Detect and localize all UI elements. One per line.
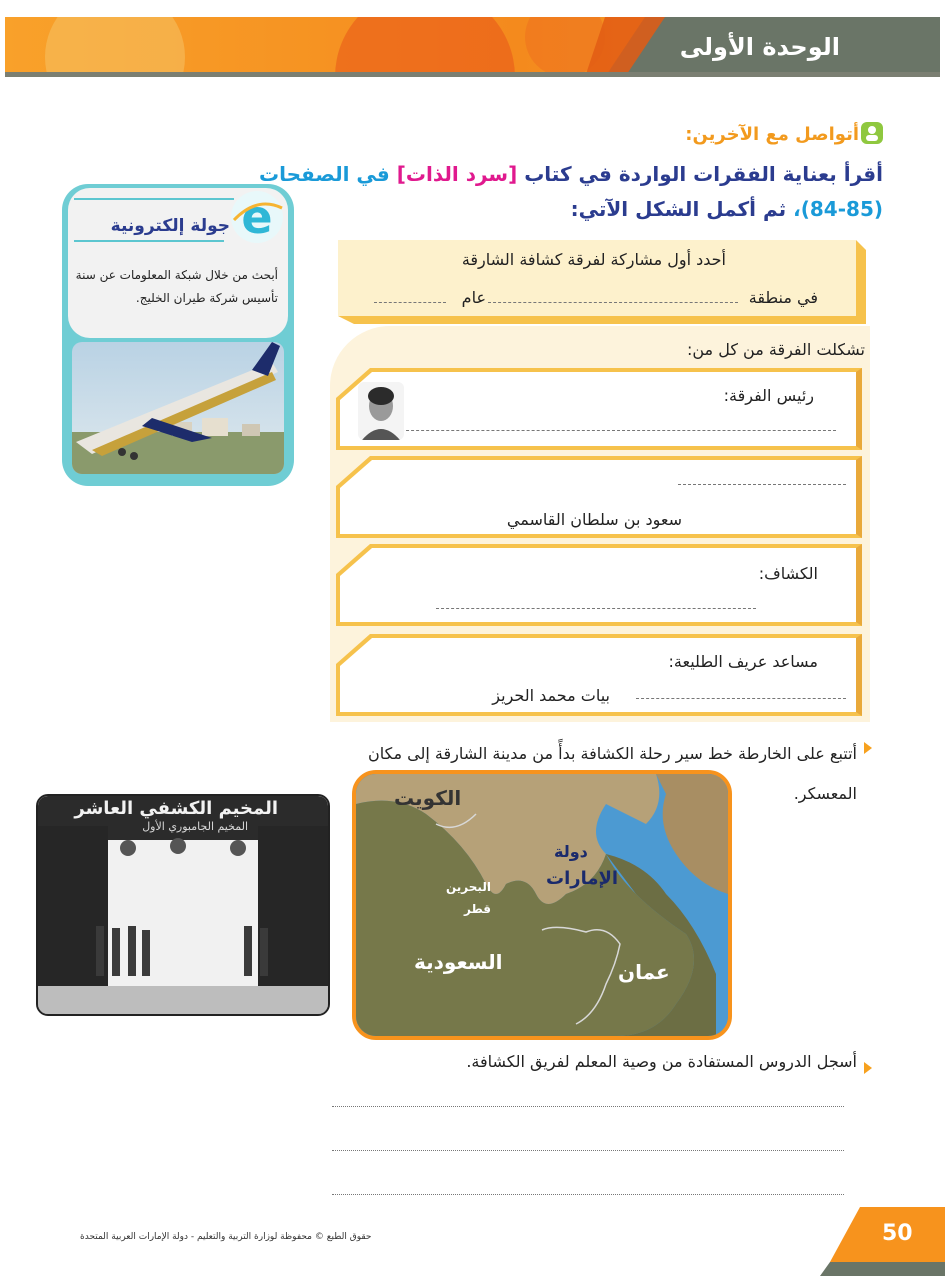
map-label-bahrain: البحرين	[446, 880, 491, 894]
participation-line1: أحدد أول مشاركة لفرقة كشافة الشارقة	[461, 250, 726, 269]
map-label-saudi: السعودية	[414, 950, 503, 974]
leader-portrait	[358, 382, 404, 440]
bullet-arrow-icon	[864, 1062, 872, 1074]
instruction-book-title: [سرد الذات]	[396, 162, 518, 186]
e-tour-text: أبحث من خلال شبكة المعلومات عن سنة تأسيس شركة طيران الخليج.	[75, 268, 278, 305]
map-task-text: أتتبع على الخارطة خط سير رحلة الكشافة بدأً من مدينة الشارقة إلى مكان المعسكر.	[368, 744, 857, 803]
header-banner	[5, 17, 940, 77]
gulf-map	[352, 770, 732, 1040]
lessons-task-text: أسجل الدروس المستفادة من وصية المعلم لفريق الكشافة.	[466, 1052, 857, 1071]
map-label-qatar: قطر	[464, 902, 492, 916]
year-label: عام	[461, 288, 486, 307]
camp-banner-line1: المخيم الكشفي العاشر	[74, 798, 278, 819]
instruction-pages: (84-85)،	[793, 197, 883, 221]
airplane-photo	[72, 342, 284, 474]
map-label-uae-2: الإمارات	[546, 868, 619, 889]
map-label-oman: عمان	[618, 960, 670, 984]
participation-box	[338, 240, 866, 324]
assistant-name: بيات محمد الحريز	[492, 686, 610, 705]
assistant-card	[336, 634, 862, 716]
scout-blank[interactable]	[436, 608, 756, 609]
assistant-blank[interactable]	[636, 698, 846, 699]
svg-text:e: e	[241, 190, 273, 244]
assistant-label: مساعد عريف الطليعة:	[668, 652, 818, 671]
map-label-uae-1: دولة	[554, 842, 588, 861]
instruction-text-2: في الصفحات	[258, 162, 390, 186]
leader-blank[interactable]	[396, 430, 836, 431]
page-number: 50	[882, 1221, 913, 1246]
scout-label: الكشاف:	[758, 564, 818, 583]
map-label-kuwait: الكويت	[394, 786, 462, 810]
instruction-text-3: ثم أكمل الشكل الآتي:	[570, 197, 787, 221]
member-name: سعود بن سلطان القاسمي	[506, 510, 682, 529]
year-blank[interactable]	[374, 302, 446, 303]
communicate-heading: أتواصل مع الآخرين:	[685, 124, 859, 145]
instruction-text-1: أقرأ بعناية الفقرات الواردة في كتاب	[524, 162, 883, 186]
e-tour-text-panel	[68, 188, 288, 338]
region-label: في منطقة	[748, 288, 818, 307]
answer-line-3[interactable]	[332, 1194, 844, 1195]
internet-explorer-icon	[230, 190, 284, 244]
unit-title: الوحدة الأولى	[679, 33, 840, 61]
answer-line-1[interactable]	[332, 1106, 844, 1107]
bullet-arrow-icon	[864, 742, 872, 754]
region-blank[interactable]	[488, 302, 738, 303]
member-blank[interactable]	[678, 484, 846, 485]
team-formed-label: تشكلت الفرقة من كل من:	[686, 340, 865, 359]
leader-label: رئيس الفرقة:	[723, 386, 814, 405]
instruction-line-1	[259, 162, 883, 186]
copyright-text: حقوق الطبع © محفوظة لوزارة التربية والتعليم - دولة الإمارات العربية المتحدة	[80, 1232, 372, 1242]
e-tour-title: جولة إلكترونية	[110, 216, 230, 236]
camp-photo	[36, 794, 330, 1016]
camp-banner-line2: المخيم الجامبوري الأول	[142, 820, 248, 833]
page-number-badge	[820, 1207, 945, 1276]
instruction-line-2	[571, 197, 883, 221]
leader-card	[336, 368, 862, 450]
member-card	[336, 456, 862, 538]
e-tour-underline-2	[74, 240, 224, 242]
map-graphic	[356, 774, 728, 1036]
answer-line-2[interactable]	[332, 1150, 844, 1151]
scout-card	[336, 544, 862, 626]
people-icon	[861, 122, 883, 144]
e-tour-card	[62, 184, 294, 486]
e-tour-underline	[74, 198, 234, 200]
